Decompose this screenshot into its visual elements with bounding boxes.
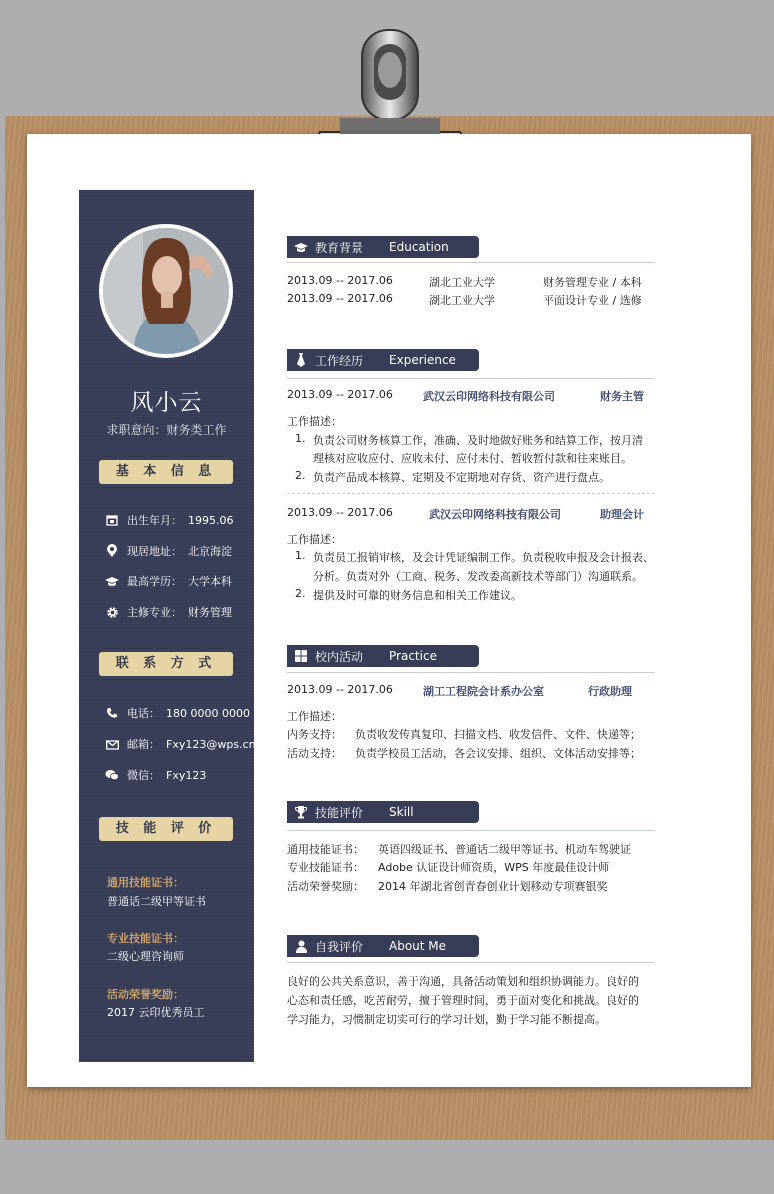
- cert-honor-title: 活动荣誉奖励：: [107, 988, 184, 1001]
- edu-major-1: 财务管理专业 / 本科: [543, 276, 642, 289]
- edu-date-1: 2013.09 -- 2017.06: [287, 274, 393, 287]
- practice-date: 2013.09 -- 2017.06: [287, 683, 393, 696]
- job-intent: 求职意向：财务类工作: [106, 423, 227, 437]
- profile-photo: [99, 224, 233, 358]
- skill-row-2-label: 专业技能证书：: [287, 861, 364, 874]
- cert-professional-value: 二级心理咨询师: [107, 950, 184, 963]
- cert-general-value: 普通话二级甲等证书: [107, 895, 206, 908]
- section-divider: [287, 378, 655, 379]
- phone-icon: [104, 707, 120, 719]
- section-header-about: 自我评价 About Me: [287, 935, 479, 957]
- tie-icon: [287, 353, 315, 367]
- skills-heading: 技 能 评 价: [99, 817, 233, 841]
- mail-icon: [104, 739, 120, 750]
- basic-info-birth: 出生年月： 1995.06: [104, 511, 234, 529]
- skill-row-3-label: 活动荣誉奖励：: [287, 880, 364, 893]
- edu-school-1: 湖北工业大学: [429, 276, 495, 289]
- job-1-item-2-line-1: 负责产品成本核算、定期及不定期地对存货、资产进行盘点。: [313, 471, 610, 484]
- contact-phone: 电话： 180 0000 0000: [104, 704, 250, 722]
- edu-date-2: 2013.09 -- 2017.06: [287, 292, 393, 305]
- about-line-2: 心态和责任感，吃苦耐劳，擅于管理时间，勇于面对变化和挑战。良好的: [287, 994, 639, 1007]
- job-2-item-1-no: 1.: [295, 549, 306, 562]
- contact-email: 邮箱： Fxy123@wps.cn: [104, 735, 256, 753]
- section-divider: [287, 262, 655, 263]
- job-1-item-1-no: 1.: [295, 432, 306, 445]
- practice-row-1-value: 负责收发传真复印、扫描文档、收发信件、文件、快递等；: [355, 728, 641, 741]
- cert-professional-title: 专业技能证书：: [107, 932, 184, 945]
- skill-row-3-value: 2014 年湖北省创青春创业计划移动专项赛银奖: [378, 880, 608, 893]
- job-2-date: 2013.09 -- 2017.06: [287, 506, 393, 519]
- basic-info-address: 现居地址： 北京海淀: [104, 542, 232, 560]
- candidate-name: 风小云: [130, 390, 203, 416]
- skill-row-1-value: 英语四级证书、普通话二级甲等证书、机动车驾驶证: [378, 843, 631, 856]
- practice-row-2-value: 负责学校员工活动，各会议安排、组织、文体活动安排等；: [355, 747, 641, 760]
- job-1-company: 武汉云印网络科技有限公司: [423, 390, 555, 403]
- job-2-item-2-no: 2.: [295, 587, 306, 600]
- skill-row-1-label: 通用技能证书：: [287, 843, 364, 856]
- gear-icon: [104, 606, 120, 619]
- trophy-icon: [287, 806, 315, 819]
- basic-info-major: 主修专业： 财务管理: [104, 603, 232, 621]
- graduation-cap-icon: [104, 576, 120, 587]
- job-2-item-1-line-1: 负责员工报销审核，及会计凭证编制工作。负责税收申报及会计报表、: [313, 551, 654, 564]
- practice-row-2-label: 活动支持：: [287, 747, 342, 760]
- about-line-1: 良好的公共关系意识，善于沟通，具备活动策划和组织协调能力。良好的: [287, 975, 639, 988]
- section-header-experience: 工作经历 Experience: [287, 349, 479, 371]
- skill-row-2-value: Adobe 认证设计师资质，WPS 年度最佳设计师: [378, 861, 610, 874]
- edu-major-2: 平面设计专业 / 选修: [543, 294, 642, 307]
- section-divider: [287, 962, 655, 963]
- job-2-role: 助理会计: [600, 508, 644, 521]
- job-2-company: 武汉云印网络科技有限公司: [429, 508, 561, 521]
- basic-info-education: 最高学历： 大学本科: [104, 572, 232, 590]
- job-1-desc-label: 工作描述：: [287, 415, 342, 428]
- graduation-cap-icon: [287, 242, 315, 253]
- job-2-item-1-line-2: 分析。负责对外（工商、税务、发改委高新技术等部门）沟通联系。: [313, 570, 643, 583]
- job-1-item-1-line-1: 负责公司财务核算工作，准确、及时地做好账务和结算工作，按月清: [313, 434, 643, 447]
- job-1-item-1-line-2: 理核对应收应付、应收未付、应付未付、暂收暂付款和往来账目。: [313, 452, 632, 465]
- job-2-item-2-line-1: 提供及时可靠的财务信息和相关工作建议。: [313, 589, 522, 602]
- contact-wechat: 微信： Fxy123: [104, 766, 206, 784]
- contact-heading: 联 系 方 式: [99, 652, 233, 676]
- practice-role: 行政助理: [588, 685, 632, 698]
- basic-info-heading: 基 本 信 息: [99, 460, 233, 484]
- practice-desc-label: 工作描述：: [287, 710, 342, 723]
- section-divider: [287, 830, 655, 831]
- windows-icon: [287, 650, 315, 662]
- job-2-desc-label: 工作描述：: [287, 533, 342, 546]
- about-line-3: 学习能力，习惯制定切实可行的学习计划，勤于学习能不断提高。: [287, 1013, 606, 1026]
- resume-sidebar: [79, 190, 254, 1062]
- practice-row-1-label: 内务支持：: [287, 728, 342, 741]
- practice-org: 湖工工程院会计系办公室: [423, 685, 544, 698]
- job-1-role: 财务主管: [600, 390, 644, 403]
- edu-school-2: 湖北工业大学: [429, 294, 495, 307]
- person-icon: [287, 940, 315, 953]
- job-1-date: 2013.09 -- 2017.06: [287, 388, 393, 401]
- cert-general-title: 通用技能证书：: [107, 876, 184, 889]
- section-header-skill: 技能评价 Skill: [287, 801, 479, 823]
- cert-honor-value: 2017 云印优秀员工: [107, 1006, 205, 1019]
- section-divider: [287, 672, 655, 673]
- wechat-icon: [104, 769, 120, 781]
- section-header-practice: 校内活动 Practice: [287, 645, 479, 667]
- job-divider: [287, 493, 655, 494]
- calendar-icon: [104, 514, 120, 526]
- section-header-education: 教育背景 Education: [287, 236, 479, 258]
- job-1-item-2-no: 2.: [295, 469, 306, 482]
- location-pin-icon: [104, 544, 120, 558]
